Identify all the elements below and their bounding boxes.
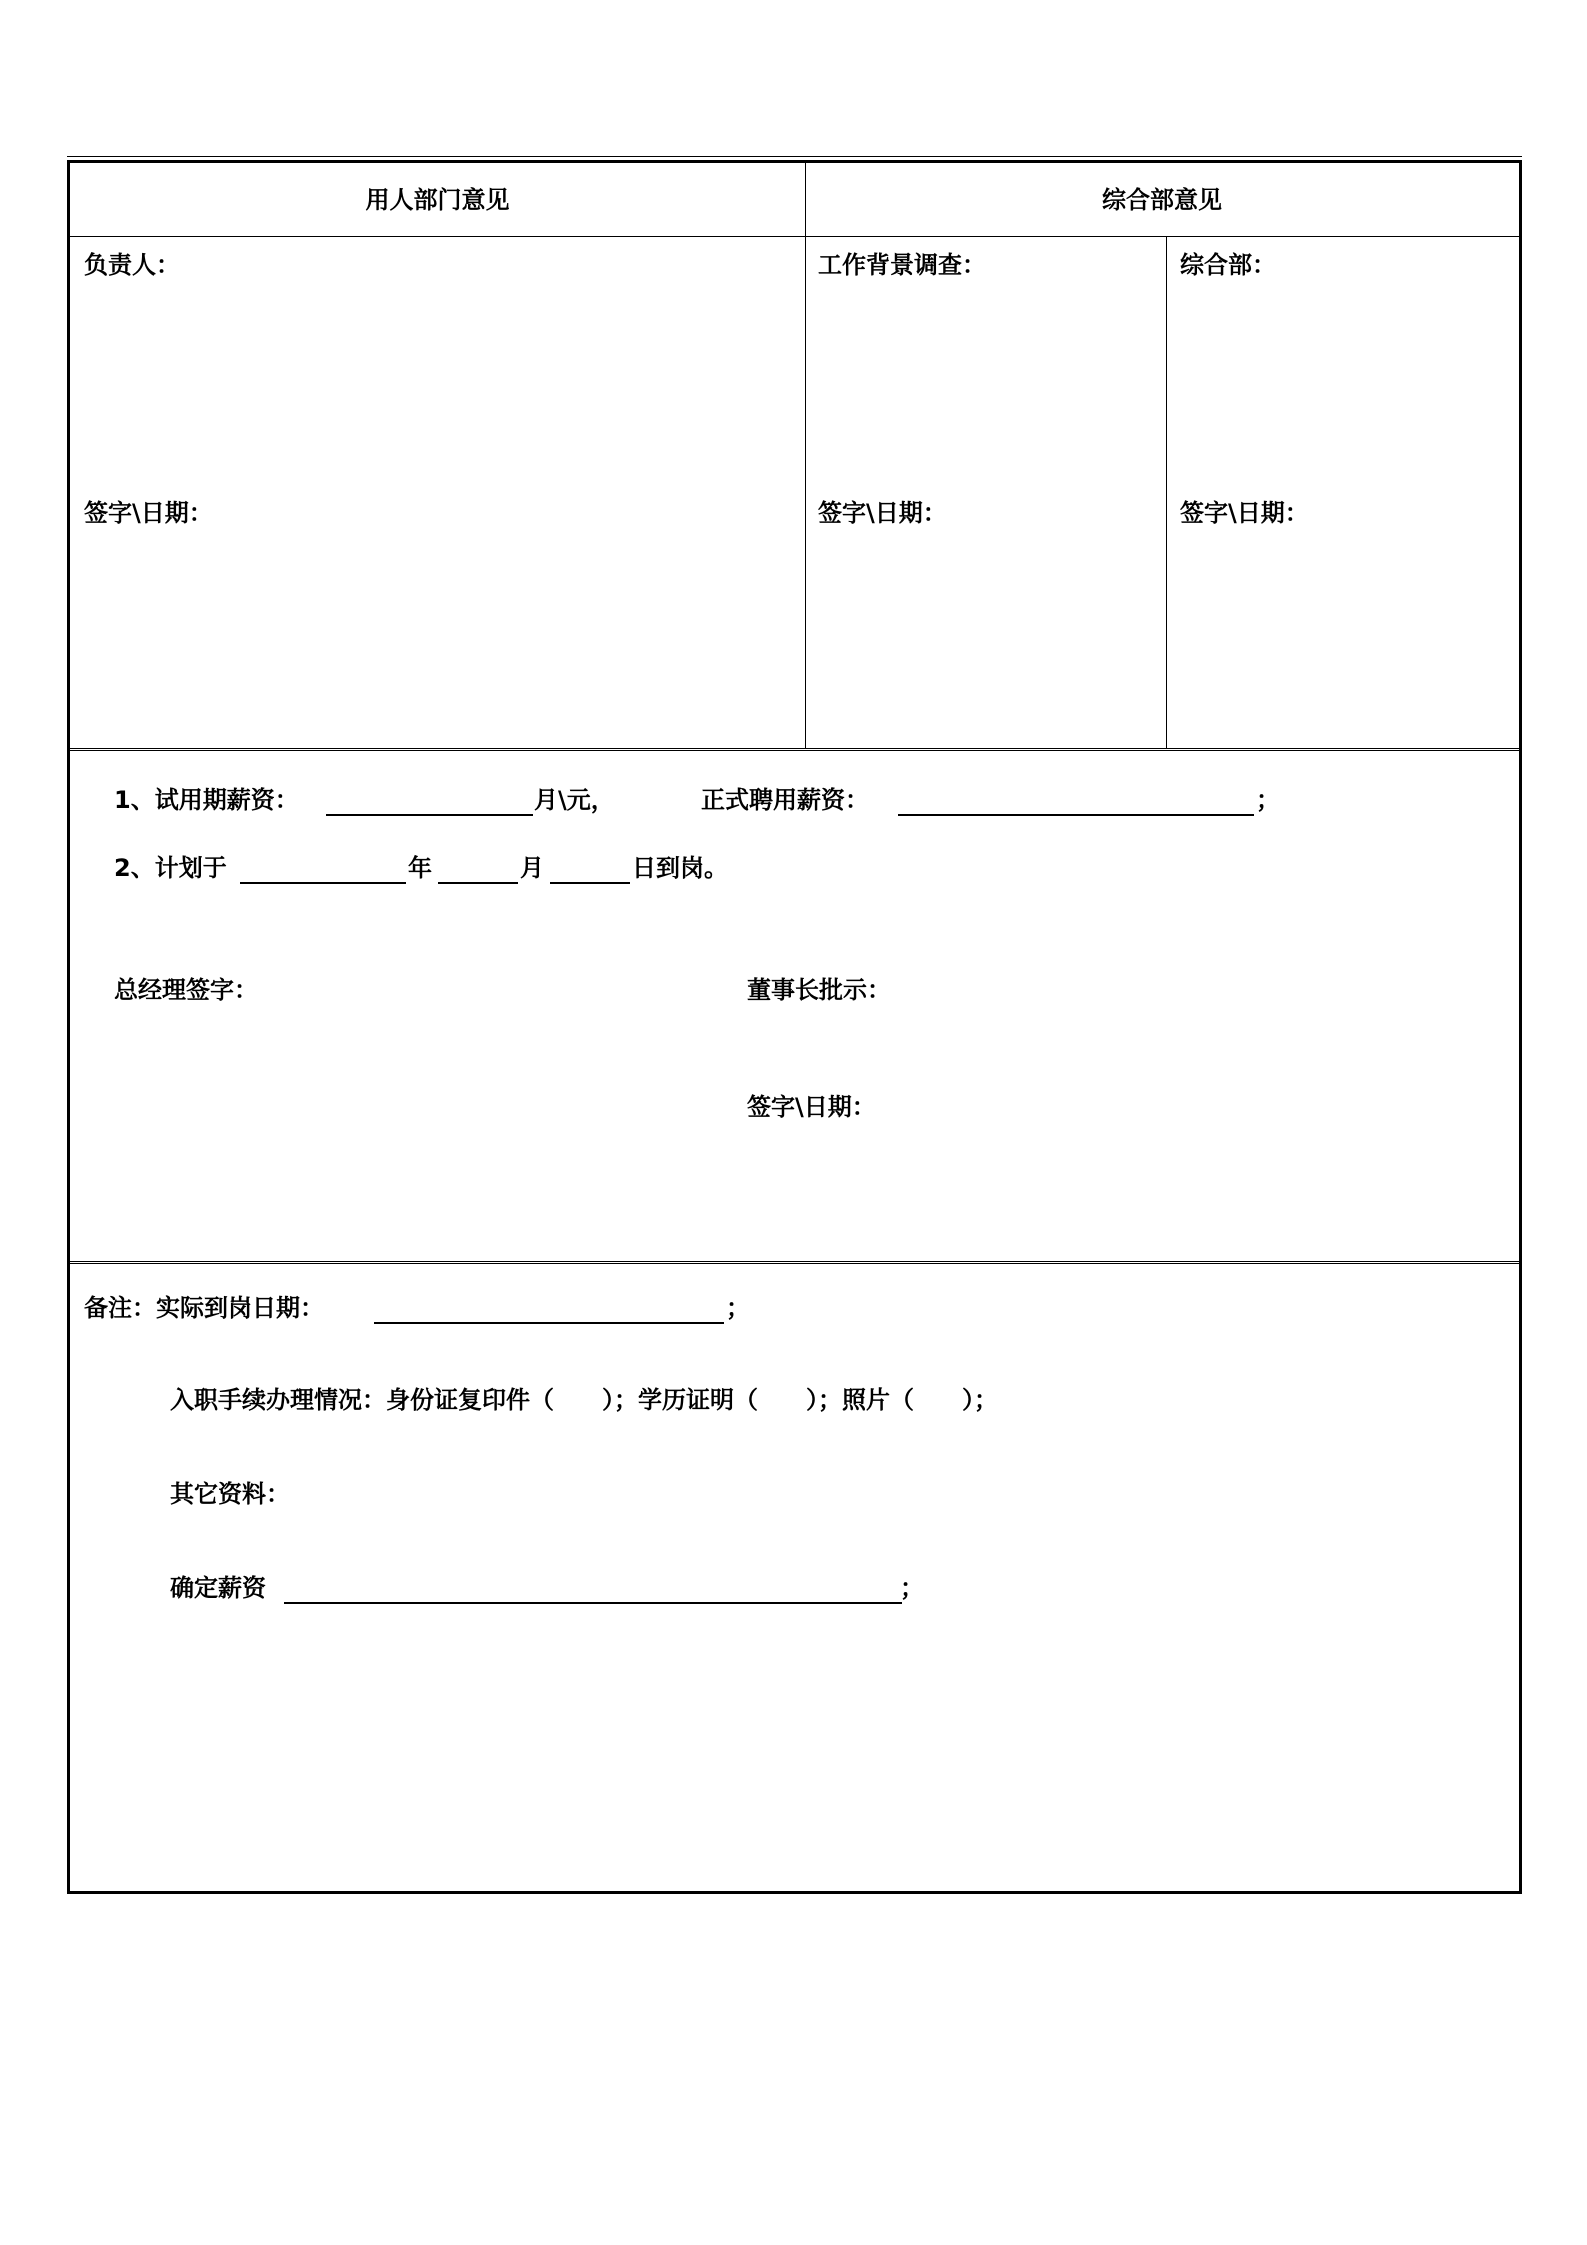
top-border-line (67, 156, 1522, 157)
bg-sign-date-label: 签字\日期： (818, 499, 947, 527)
form-table (67, 160, 1522, 1894)
probation-salary-unit: 月\元， (534, 786, 615, 814)
section-divider-remarks (70, 1261, 1519, 1264)
actual-start-date-end: ； (726, 1294, 750, 1322)
dept-sign-date-label: 签字\日期： (84, 499, 213, 527)
actual-start-date-field[interactable] (374, 1322, 724, 1324)
confirmed-salary-end: ； (900, 1574, 924, 1602)
start-day-unit: 日到岗。 (632, 854, 728, 882)
confirmed-salary-field[interactable] (284, 1602, 902, 1604)
background-check-label: 工作背景调查： (818, 251, 986, 279)
other-documents-label: 其它资料： (170, 1480, 290, 1508)
dept-head-label: 负责人： (84, 251, 180, 279)
hr-dept-label: 综合部： (1180, 251, 1276, 279)
start-plan-label: 2、计划于 (114, 854, 227, 882)
actual-start-date-label: 备注：实际到岗日期： (84, 1294, 324, 1322)
start-year-field[interactable] (240, 882, 406, 884)
section-divider-salary (70, 748, 1519, 751)
formal-salary-field[interactable] (898, 814, 1254, 816)
formal-salary-label: 正式聘用薪资： (701, 786, 869, 814)
probation-salary-field[interactable] (326, 814, 533, 816)
onboarding-status: 入职手续办理情况：身份证复印件（ ）；学历证明（ ）；照片（ ）； (170, 1386, 998, 1414)
hr-sign-date-label: 签字\日期： (1180, 499, 1309, 527)
chairman-approval-label: 董事长批示： (747, 976, 891, 1004)
hr-opinion-header: 综合部意见 (1102, 186, 1222, 214)
start-month-unit: 月 (520, 854, 544, 882)
column-divider-hr (1166, 236, 1167, 748)
start-day-field[interactable] (550, 882, 630, 884)
dept-opinion-header: 用人部门意见 (365, 186, 510, 214)
header-row-divider (70, 236, 1519, 237)
column-divider-main (805, 163, 806, 748)
gm-sign-label: 总经理签字： (114, 976, 258, 1004)
confirmed-salary-label: 确定薪资 (170, 1574, 266, 1602)
chairman-sign-date-label: 签字\日期： (747, 1093, 876, 1121)
start-year-unit: 年 (408, 854, 432, 882)
start-month-field[interactable] (438, 882, 518, 884)
formal-salary-end: ； (1256, 786, 1280, 814)
probation-salary-label: 1、试用期薪资： (114, 786, 299, 814)
